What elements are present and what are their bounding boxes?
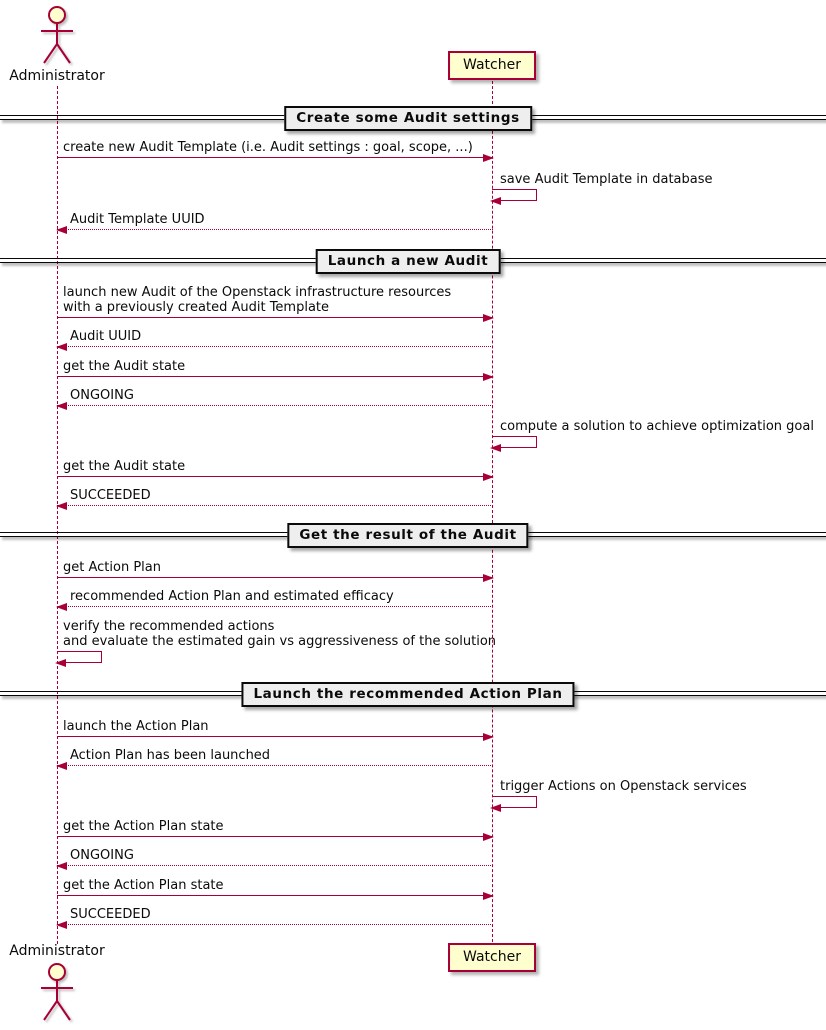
message-label: launch the Action Plan [63,719,209,734]
self-message-verify-actions [57,619,497,663]
message-label: save Audit Template in database [500,172,713,187]
lifeline-watcher [492,81,493,942]
message-arrow [57,229,493,230]
message-arrow [57,317,493,318]
message-label: Audit UUID [70,329,142,344]
divider-title: Get the result of the Audit [287,523,528,548]
stick-figure-icon [38,962,76,1024]
message-arrow [57,157,493,158]
self-arrow [492,189,537,201]
self-arrow [57,651,102,663]
arrowhead-left-icon [490,444,501,452]
arrowhead-left-icon [56,226,67,234]
arrowhead-left-icon [56,343,67,351]
message-arrow [57,736,493,737]
arrowhead-left-icon [490,804,501,812]
arrowhead-left-icon [56,921,67,929]
message-arrow [57,895,493,896]
message-label: trigger Actions on Openstack services [500,779,747,794]
message-arrow [57,606,493,607]
arrowhead-right-icon [483,733,494,741]
divider-launch-new-audit [0,249,826,273]
message-get-action-plan-state-2 [57,878,493,896]
message-label: Audit Template UUID [70,212,205,227]
message-label: launch new Audit of the Openstack infrastructure resources with a previously created Audit Template [63,285,452,315]
actor-administrator-top [38,5,76,71]
divider-create-audit-settings [0,106,826,130]
message-arrow [57,376,493,377]
message-label: create new Audit Template (i.e. Audit settings : goal, scope, ...) [63,140,473,155]
message-audit-ongoing [57,388,493,406]
arrowhead-right-icon [483,373,494,381]
arrowhead-left-icon [56,402,67,410]
message-arrow [57,577,493,578]
divider-launch-action-plan [0,682,826,706]
message-get-action-plan [57,560,493,578]
self-message-trigger-actions [492,779,822,808]
message-get-audit-state-2 [57,459,493,477]
arrowhead-left-icon [56,862,67,870]
actor-administrator-bottom [38,962,76,1028]
arrowhead-right-icon [483,574,494,582]
message-label: compute a solution to achieve optimization goal [500,419,814,434]
participant-watcher-top: Watcher [448,51,536,80]
message-arrow [57,765,493,766]
message-arrow [57,836,493,837]
message-label: Action Plan has been launched [70,748,271,763]
self-arrow [492,436,537,448]
arrowhead-left-icon [490,197,501,205]
message-label: SUCCEEDED [70,907,151,922]
message-arrow [57,405,493,406]
arrowhead-right-icon [483,314,494,322]
message-label: get the Audit state [63,359,186,374]
actor-label-administrator-bottom: Administrator [9,943,105,959]
message-action-plan-succeeded [57,907,493,925]
message-label: get the Action Plan state [63,878,224,893]
arrowhead-right-icon [483,833,494,841]
arrowhead-right-icon [483,892,494,900]
message-launch-new-audit [57,285,493,318]
arrowhead-left-icon [56,762,67,770]
arrowhead-right-icon [483,154,494,162]
message-label: ONGOING [70,848,134,863]
message-audit-template-uuid [57,212,493,230]
message-arrow [57,865,493,866]
message-label: recommended Action Plan and estimated efficacy [70,589,394,604]
participant-watcher-bottom: Watcher [448,943,536,972]
message-arrow [57,924,493,925]
arrowhead-left-icon [56,603,67,611]
self-message-compute-solution [492,419,822,448]
message-label: verify the recommended actions and evaluate the estimated gain vs aggressiveness of the solution [63,619,497,649]
divider-get-audit-result [0,523,826,547]
stick-figure-icon [38,5,76,67]
divider-title: Launch a new Audit [316,249,501,274]
divider-title: Create some Audit settings [284,106,532,131]
message-label: get the Action Plan state [63,819,224,834]
message-arrow [57,346,493,347]
message-get-audit-state-1 [57,359,493,377]
message-recommended-action-plan [57,589,493,607]
message-action-plan-launched [57,748,493,766]
message-label: SUCCEEDED [70,488,151,503]
message-audit-succeeded [57,488,493,506]
arrowhead-left-icon [55,659,66,667]
arrowhead-right-icon [483,473,494,481]
message-launch-action-plan [57,719,493,737]
divider-title: Launch the recommended Action Plan [241,682,574,707]
message-get-action-plan-state-1 [57,819,493,837]
message-label: get Action Plan [63,560,161,575]
actor-label-administrator-top: Administrator [9,68,105,84]
message-arrow [57,476,493,477]
arrowhead-left-icon [56,502,67,510]
message-audit-uuid [57,329,493,347]
self-arrow [492,796,537,808]
message-action-plan-ongoing [57,848,493,866]
message-arrow [57,505,493,506]
self-message-save-audit-template [492,172,822,201]
message-label: ONGOING [70,388,134,403]
message-label: get the Audit state [63,459,186,474]
message-create-audit-template [57,140,493,158]
